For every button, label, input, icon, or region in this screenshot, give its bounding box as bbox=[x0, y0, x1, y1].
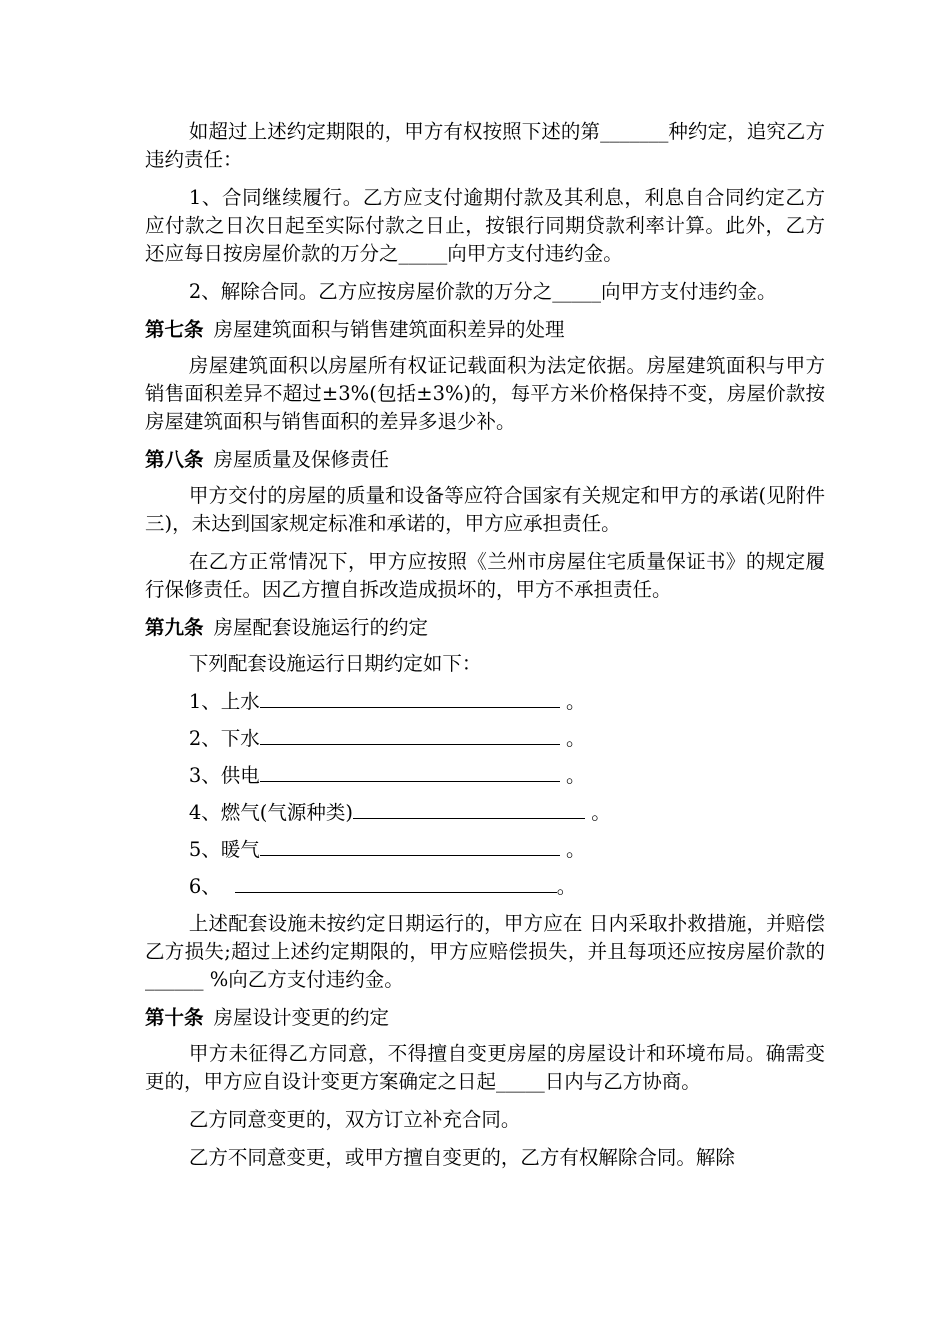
paragraph-continue-contract: 1、合同继续履行。乙方应支付逾期付款及其利息，利息自合同约定乙方应付款之日次日起至实际付款之日止，按银行同期贷款利率计算。此外，乙方还应每日按房屋价款的万分之_____向甲方支付违约金。 bbox=[145, 186, 825, 265]
article-9-number: 第九条 bbox=[145, 616, 204, 639]
contract-page bbox=[145, 118, 825, 1182]
fill-blank bbox=[260, 763, 560, 782]
facility-label: 2、下水 bbox=[188, 727, 260, 750]
facility-label: 5、暖气 bbox=[188, 838, 260, 861]
article-9-heading bbox=[145, 614, 825, 642]
fill-blank bbox=[260, 689, 560, 708]
article-7-number: 第七条 bbox=[145, 318, 204, 341]
facility-item bbox=[145, 799, 825, 827]
article-7-heading bbox=[145, 316, 825, 344]
facility-item bbox=[145, 836, 825, 864]
article-9-intro: 下列配套设施运行日期约定如下： bbox=[188, 652, 482, 675]
facility-label: 1、上水 bbox=[188, 690, 260, 713]
facility-end: 。 bbox=[559, 764, 586, 787]
paragraph-terminate-contract: 2、解除合同。乙方应按房屋价款的万分之_____向甲方支付违约金。 bbox=[188, 280, 777, 303]
facility-end: 。 bbox=[556, 875, 577, 898]
fill-blank bbox=[235, 874, 557, 893]
article-10-heading bbox=[145, 1004, 825, 1032]
article-9-title: 房屋配套设施运行的约定 bbox=[213, 616, 429, 639]
fill-blank bbox=[353, 800, 585, 819]
facility-item bbox=[145, 762, 825, 790]
article-8-title: 房屋质量及保修责任 bbox=[213, 448, 390, 471]
article-7-title: 房屋建筑面积与销售建筑面积差异的处理 bbox=[213, 318, 565, 341]
article-10-paragraph-2: 乙方同意变更的，双方订立补充合同。 bbox=[188, 1108, 521, 1131]
facility-end: 。 bbox=[559, 838, 586, 861]
article-10-paragraph-1: 甲方未征得乙方同意，不得擅自变更房屋的房屋设计和环境布局。确需变更的，甲方应自设计变更方案确定之日起_____日内与乙方协商。 bbox=[145, 1042, 825, 1093]
article-7-paragraph: 房屋建筑面积以房屋所有权证记载面积为法定依据。房屋建筑面积与甲方销售面积差异不超过±3%(包括±3%)的，每平方米价格保持不变，房屋价款按房屋建筑面积与销售面积的差异多退少补。 bbox=[145, 354, 825, 433]
facility-end: 。 bbox=[559, 690, 586, 713]
fill-blank bbox=[260, 837, 560, 856]
article-8-paragraph-2: 在乙方正常情况下，甲方应按照《兰州市房屋住宅质量保证书》的规定履行保修责任。因乙方擅自拆改造成损坏的，甲方不承担责任。 bbox=[145, 550, 825, 601]
facility-item bbox=[145, 725, 825, 753]
fill-blank bbox=[260, 726, 560, 745]
facility-label: 4、燃气(气源种类) bbox=[188, 801, 353, 824]
article-10-number: 第十条 bbox=[145, 1006, 204, 1029]
article-10-title: 房屋设计变更的约定 bbox=[213, 1006, 390, 1029]
facility-label: 3、供电 bbox=[188, 764, 260, 787]
facility-end: 。 bbox=[559, 727, 586, 750]
facility-item bbox=[145, 873, 825, 901]
article-10-paragraph-3: 乙方不同意变更，或甲方擅自变更的，乙方有权解除合同。解除 bbox=[188, 1146, 735, 1169]
facility-item bbox=[145, 688, 825, 716]
article-9-paragraph-2: 上述配套设施未按约定日期运行的，甲方应在 日内采取扑救措施，并赔偿乙方损失;超过上述约定期限的，甲方应赔偿损失，并且每项还应按房屋价款的______ %向乙方支付违约金。 bbox=[145, 912, 825, 991]
paragraph-breach-options: 如超过上述约定期限的，甲方有权按照下述的第_______种约定，追究乙方违约责任： bbox=[145, 120, 825, 171]
article-8-paragraph-1: 甲方交付的房屋的质量和设备等应符合国家有关规定和甲方的承诺(见附件三)，未达到国家规定标准和承诺的，甲方应承担责任。 bbox=[145, 484, 825, 535]
article-8-number: 第八条 bbox=[145, 448, 204, 471]
facility-end: 。 bbox=[585, 801, 611, 824]
article-8-heading bbox=[145, 446, 825, 474]
facility-label: 6、 bbox=[188, 875, 221, 898]
